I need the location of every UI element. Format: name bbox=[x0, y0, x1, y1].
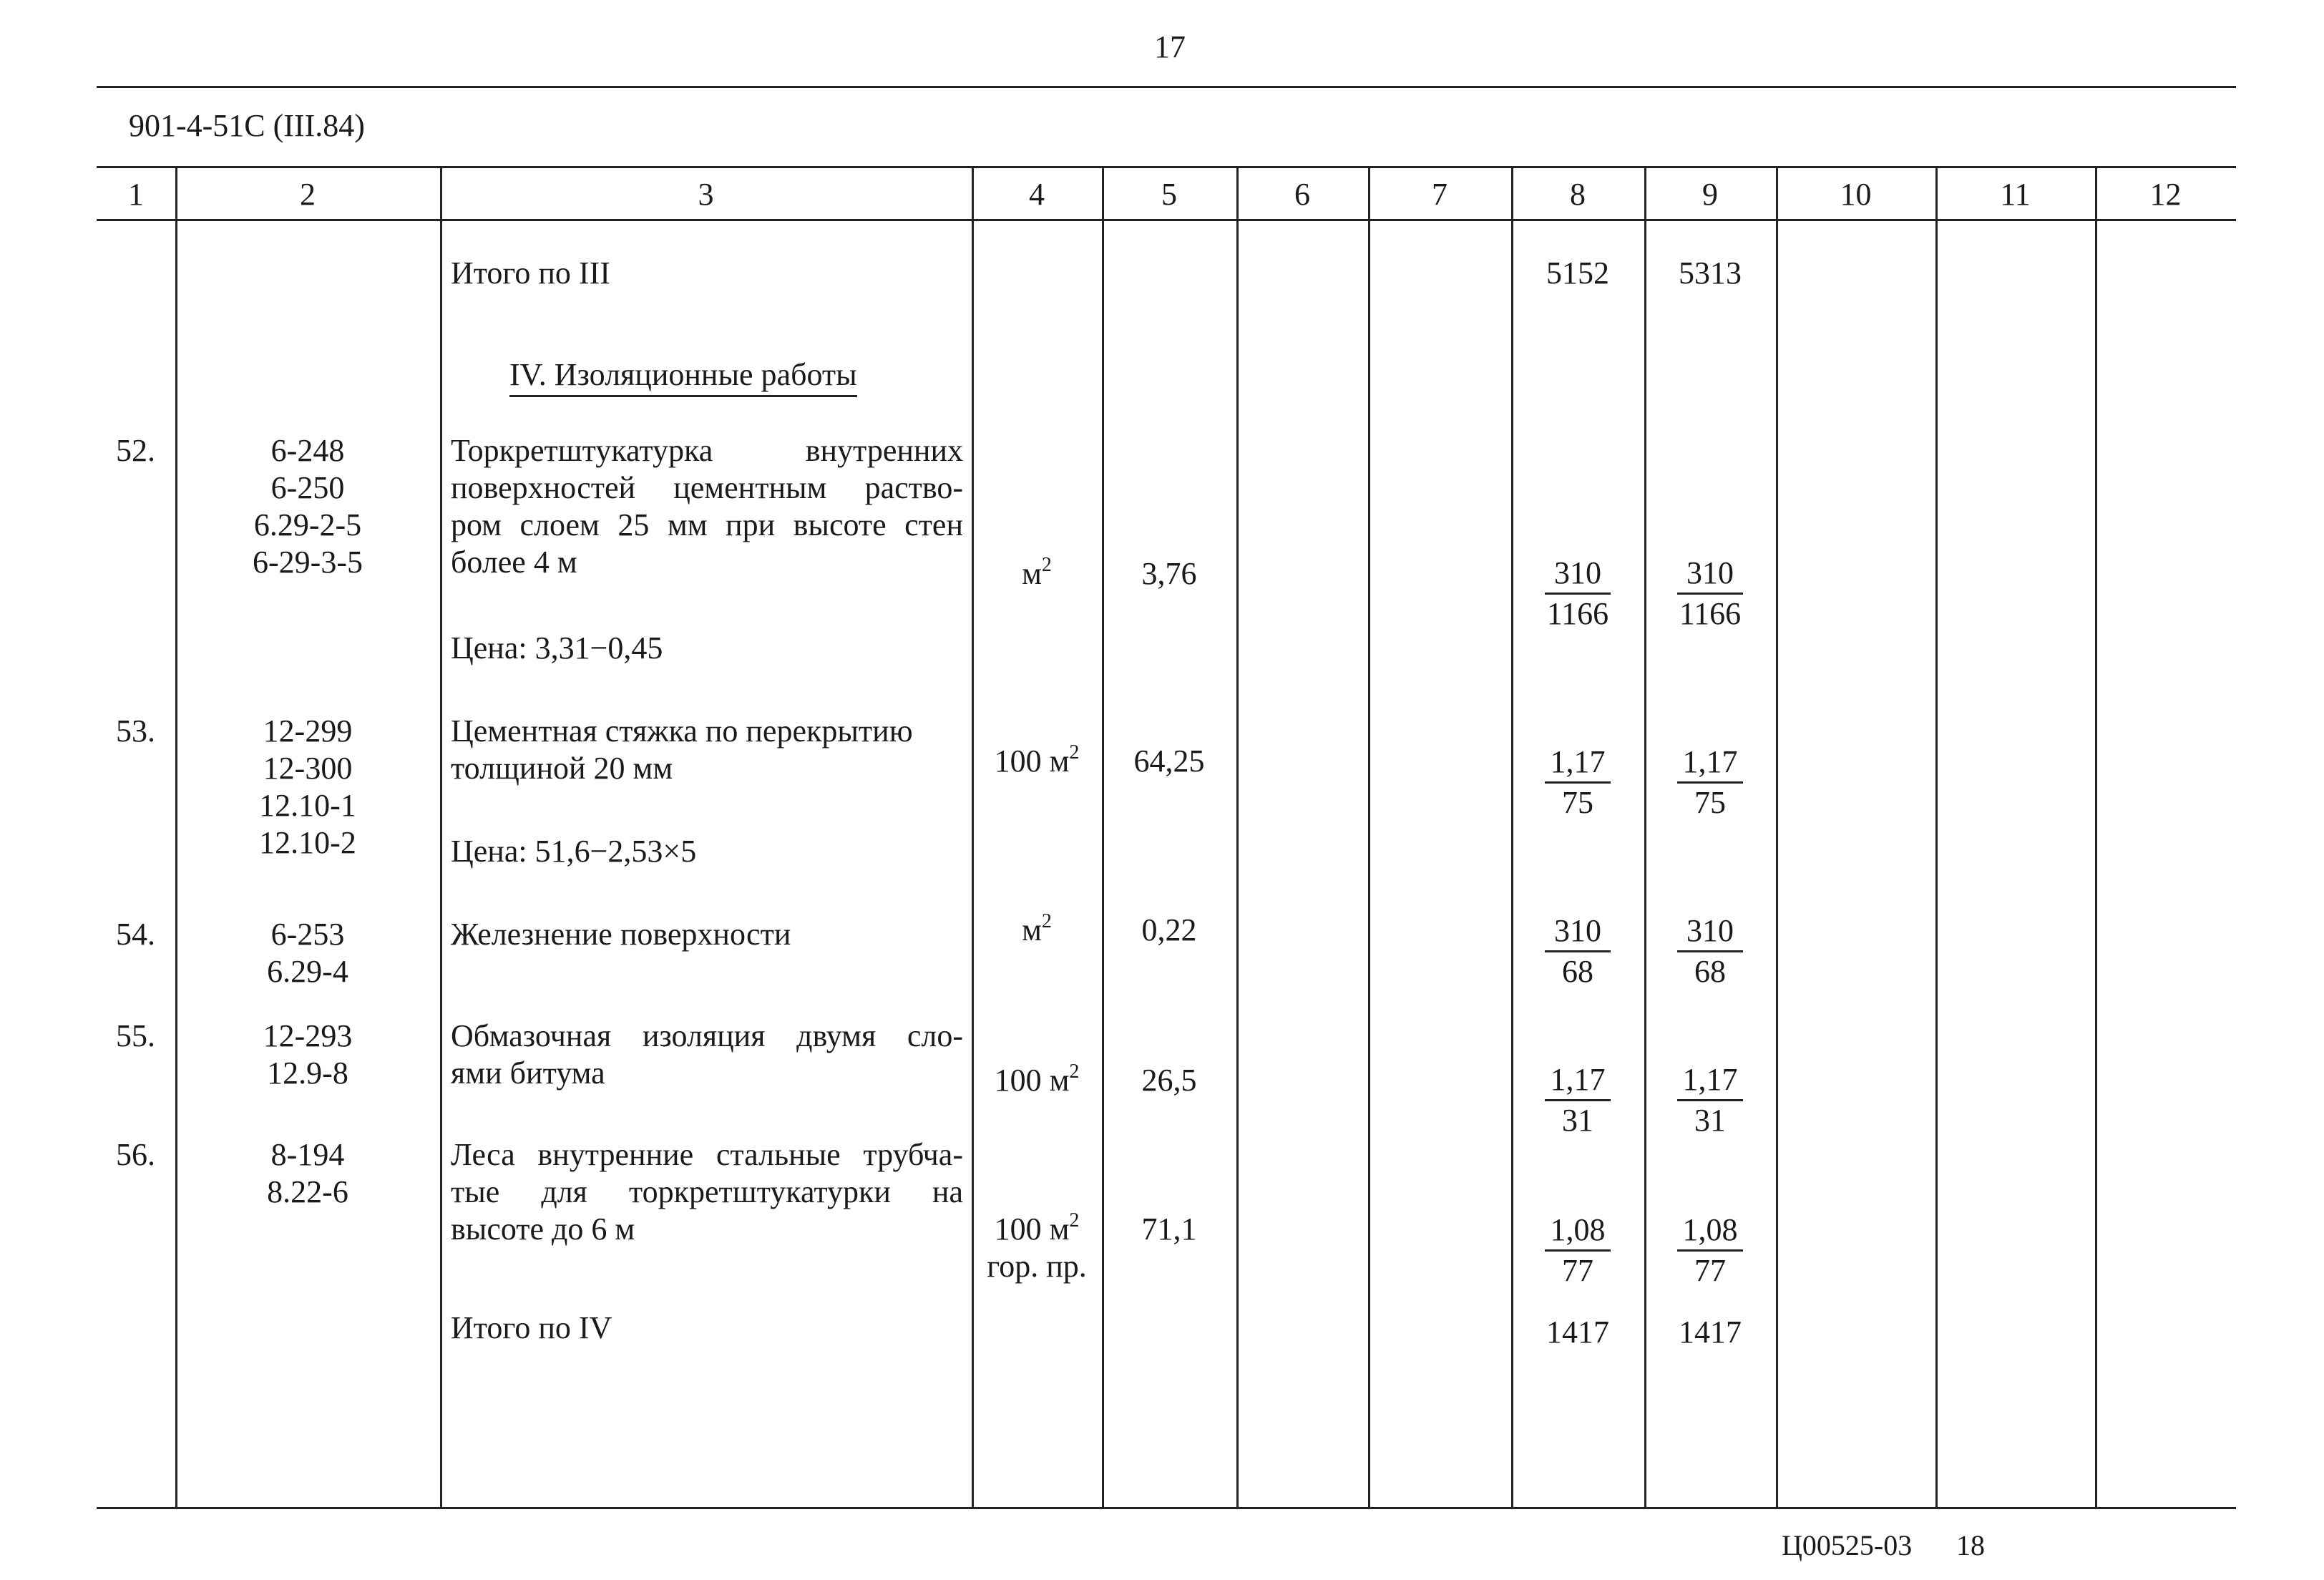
row-description: толщиной 20 мм bbox=[451, 751, 673, 786]
row-number: 54. bbox=[116, 917, 155, 952]
col-divider bbox=[1776, 166, 1778, 1508]
row-price: Цена: 51,6−2,53×5 bbox=[451, 834, 697, 869]
row-unit: 100 $м^2$ bbox=[994, 1060, 1080, 1098]
document-code: 901-4-51С (III.84) bbox=[129, 108, 365, 143]
table-top-border bbox=[97, 166, 2236, 168]
footer-sheet-number: 18 bbox=[1956, 1529, 1985, 1561]
row-description: высоте до 6 м bbox=[451, 1211, 635, 1247]
row-number: 56. bbox=[116, 1137, 155, 1172]
table-bottom-border bbox=[97, 1507, 2236, 1509]
row-fraction-col8: 1,17 31 bbox=[1511, 1062, 1644, 1138]
col-header-7: 7 bbox=[1432, 177, 1447, 212]
row-fraction-col9: 1,08 77 bbox=[1644, 1212, 1776, 1289]
row-description: Обмазочная изоляция двумя сло- bbox=[451, 1018, 963, 1053]
row-total-col9: 1417 bbox=[1679, 1315, 1742, 1350]
row-unit: 100 $м^2$ bbox=[994, 1209, 1080, 1247]
row-code: 12.10-1 bbox=[259, 788, 356, 823]
row-code: 12.10-2 bbox=[259, 825, 356, 860]
row-number: 52. bbox=[116, 433, 155, 468]
row-quantity: 64,25 bbox=[1133, 743, 1205, 779]
row-code: 12-300 bbox=[263, 751, 353, 786]
row-fraction-col9: 310 68 bbox=[1644, 913, 1776, 990]
row-description: Торкретштукатурка внутренних bbox=[451, 433, 963, 468]
col-header-12: 12 bbox=[2149, 177, 2182, 212]
row-description: тые для торкретштукатурки на bbox=[451, 1174, 963, 1209]
col-divider bbox=[1102, 166, 1104, 1508]
section-heading: IV. Изоляционные работы bbox=[509, 356, 857, 397]
col-divider bbox=[1935, 166, 1938, 1508]
row-description: Леса внутренние стальные трубча- bbox=[451, 1137, 963, 1172]
row-code: 6.29-4 bbox=[267, 954, 348, 989]
row-price: Цена: 3,31−0,45 bbox=[451, 630, 663, 665]
row-unit-secondary: гор. пр. bbox=[987, 1249, 1087, 1284]
row-description: Железнение поверхности bbox=[451, 917, 791, 952]
col-divider bbox=[1236, 166, 1239, 1508]
row-description: ром слоем 25 мм при высоте стен bbox=[451, 507, 963, 542]
header-bottom-border bbox=[97, 219, 2236, 221]
row-code: 6-248 bbox=[270, 433, 345, 468]
col-header-10: 10 bbox=[1840, 177, 1872, 212]
col-header-5: 5 bbox=[1161, 177, 1177, 212]
row-code: 6.29-2-5 bbox=[253, 507, 362, 542]
row-code: 6-29-3-5 bbox=[253, 545, 363, 580]
row-total-col8: 1417 bbox=[1546, 1315, 1609, 1350]
row-code: 8-194 bbox=[270, 1137, 345, 1172]
row-quantity: 71,1 bbox=[1141, 1211, 1197, 1247]
col-header-4: 4 bbox=[1029, 177, 1045, 212]
row-code: 6-253 bbox=[270, 917, 345, 952]
row-code: 8.22-6 bbox=[267, 1174, 348, 1209]
row-code: 12-293 bbox=[263, 1018, 353, 1053]
row-description: Итого по IV bbox=[451, 1310, 612, 1345]
col-header-8: 8 bbox=[1570, 177, 1586, 212]
row-unit: $м^2$ bbox=[1022, 554, 1052, 591]
row-unit: $м^2$ bbox=[1022, 910, 1052, 947]
col-divider bbox=[1511, 166, 1513, 1508]
row-description: ями битума bbox=[451, 1055, 605, 1091]
row-fraction-col8: 310 1166 bbox=[1511, 555, 1644, 632]
row-quantity: 3,76 bbox=[1141, 556, 1197, 591]
col-divider bbox=[440, 166, 442, 1508]
row-total-col9: 5313 bbox=[1679, 255, 1742, 291]
row-fraction-col9: 1,17 31 bbox=[1644, 1062, 1776, 1138]
row-code: 12.9-8 bbox=[267, 1055, 348, 1091]
row-fraction-col8: 310 68 bbox=[1511, 913, 1644, 990]
col-divider bbox=[2095, 166, 2097, 1508]
row-code: 12-299 bbox=[263, 713, 353, 748]
footer-code: Ц00525-03 bbox=[1782, 1529, 1913, 1561]
col-divider bbox=[1644, 166, 1646, 1508]
col-divider bbox=[972, 166, 974, 1508]
col-header-9: 9 bbox=[1702, 177, 1718, 212]
row-quantity: 26,5 bbox=[1141, 1063, 1197, 1098]
col-header-11: 11 bbox=[2000, 177, 2031, 212]
row-fraction-col9: 310 1166 bbox=[1644, 555, 1776, 632]
top-rule bbox=[97, 86, 2236, 88]
page-number: 17 bbox=[1154, 29, 1186, 64]
row-description: более 4 м bbox=[451, 545, 577, 580]
col-header-1: 1 bbox=[128, 177, 144, 212]
row-fraction-col9: 1,17 75 bbox=[1644, 744, 1776, 821]
row-number: 55. bbox=[116, 1018, 155, 1053]
row-fraction-col8: 1,08 77 bbox=[1511, 1212, 1644, 1289]
col-header-6: 6 bbox=[1294, 177, 1310, 212]
row-description: Цементная стяжка по перекрытию bbox=[451, 713, 913, 748]
row-unit: 100 $м^2$ bbox=[994, 741, 1080, 779]
row-total-col8: 5152 bbox=[1546, 255, 1609, 291]
row-fraction-col8: 1,17 75 bbox=[1511, 744, 1644, 821]
row-code: 6-250 bbox=[270, 470, 345, 505]
col-divider bbox=[1368, 166, 1370, 1508]
row-number: 53. bbox=[116, 713, 155, 748]
row-description: Итого по III bbox=[451, 255, 610, 291]
row-quantity: 0,22 bbox=[1141, 912, 1197, 947]
col-header-3: 3 bbox=[698, 177, 714, 212]
col-header-2: 2 bbox=[300, 177, 316, 212]
row-description: поверхностей цементным раство- bbox=[451, 470, 963, 505]
